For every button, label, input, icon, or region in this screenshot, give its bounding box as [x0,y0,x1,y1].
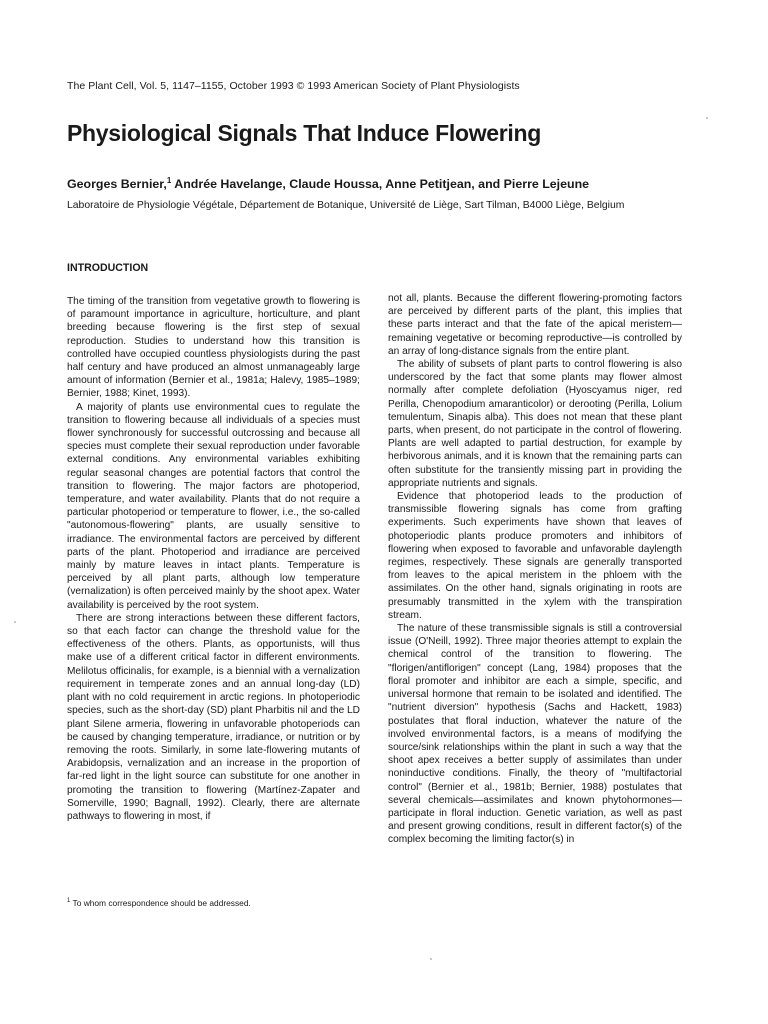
section-heading-introduction: INTRODUCTION [67,262,149,274]
paragraph: The nature of these transmissible signals is still a controversial issue (O'Neill, 1992). Three major theories attempt to explain the chemical control of the transition to flowering. The "florigen/antiflorigen" concept (Lang, 1984) proposes that the floral promoter and inhibitor are each a simple, specific, and universal hormone that remain to be isolated and identified. The "nutrient diversion" hypothesis (Sachs and Hackett, 1983) postulates that floral induction, whatever the nature of the involved environmental factors, is a means of modifying the source/sink relationships within the plant in such a way that the shoot apex receives a better supply of assimilates than under noninductive conditions. Finally, the theory of "multifactorial control" (Bernier et al., 1981b; Bernier, 1988) postulates that several chemicals—assimilates and known phytohormones—participate in floral induction. Genetic variation, as well as past and present growing conditions, result in different factor(s) of the complex becoming the limiting factor(s) in [388,623,682,846]
journal-citation: The Plant Cell, Vol. 5, 1147–1155, October 1993 © 1993 American Society of Plant Physiologists [67,80,520,92]
scan-speck [706,117,708,119]
paper-title: Physiological Signals That Induce Flowering [67,120,542,146]
affiliation: Laboratoire de Physiologie Végétale, Département de Botanique, Université de Liège, Sart Tilman, B4000 Liège, Belgium [67,200,625,211]
first-author: Georges Bernier, [67,177,167,192]
right-column [388,292,682,847]
author-footnote-mark: 1 [166,176,172,185]
paragraph: The ability of subsets of plant parts to control flowering is also underscored by the fact that some plants may flower almost normally after complete defoliation (Hyoscyamus niger, red Perilla, Chenopodium amaranticolor) or derooting (Perilla, Lolium temulentum, Sinapis alba). This does not mean that these plant parts, when present, do not participate in the control of flowering. Plants are well adapted to partial destruction, for example by herbivorous animals, and it is known that the remaining parts can often substitute for the transiently missing part in providing the appropriate nutrients and signals. [388,359,682,489]
footnote [67,898,360,908]
paragraph: The timing of the transition from vegetative growth to flowering is of paramount importance in agriculture, horticulture, and plant breeding because flowering is the first step of sexual reproduction. Studies to understand how this transition is controlled have occupied countless physiologists during the past half century and have produced an almost unmanageably large amount of information (Bernier et al., 1981a; Halevy, 1985–1989; Bernier, 1988; Kinet, 1993). [67,296,360,400]
other-authors: Andrée Havelange, Claude Houssa, Anne Petitjean, and Pierre Lejeune [171,177,590,192]
footnote-mark: 1 [67,898,71,905]
paragraph: There are strong interactions between these different factors, so that each factor can change the threshold value for the effectiveness of the others. Plants, as opportunists, will thus make use of a different critical factor in different environments. Melilotus officinalis, for example, is a biennial with a vernalization requirement in temperate zones and an annual long-day (LD) plant with no cold requirement in arctic regions. In photoperiodic species, such as the short-day (SD) plant Pharbitis nil and the LD plant Silene armeria, flowering in unfavorable photoperiods can be caused by changing temperature, irradiance, or nutrition or by removing the roots. Similarly, in some late-flowering mutants of Arabidopsis, vernalization and an increase in the proportion of far-red light in the light source can substitute for one another in promoting the transition to flowering (Martínez-Zapater and Somerville, 1990; Bagnall, 1992). Clearly, there are alternate pathways to flowering in most, if [67,612,360,822]
left-column [67,295,360,823]
paragraph: Evidence that photoperiod leads to the production of transmissible flowering signals has come from grafting experiments. Such experiments have shown that leaves of photoperiodic plants produce promoters and inhibitors of flowering when exposed to favorable and unfavorable daylength regimes, respectively. These signals are generally transported from leaves to the apical meristem in the phloem with the assimilates. On the other hand, signals originating in roots are presumably transmitted in the xylem with the transpiration stream. [388,491,682,621]
scan-speck [430,958,432,960]
paragraph: A majority of plants use environmental cues to regulate the transition to flowering because all individuals of a species must flower synchronously for successful outcrossing and because all species must complete their sexual reproduction under favorable external conditions. Any environmental variables exhibiting regular seasonal changes are potential factors that control the transition to flowering. The major factors are photoperiod, temperature, and water availability. Plants that do not require a particular photoperiod or temperature to flower, i.e., the so-called "autonomous-flowering" plants, are usually sensitive to irradiance. The environmental factors are perceived by different parts of the plant. Photoperiod and irradiance are perceived mainly by mature leaves in intact plants. Temperature is perceived by all plant parts, although low temperature (vernalization) is often perceived mainly by the shoot apex. Water availability is perceived by the root system. [67,401,360,611]
scan-speck [14,621,16,623]
author-list [67,176,727,191]
paragraph: not all, plants. Because the different flowering-promoting factors are perceived by different parts of the plant, this implies that these parts interact and that the fate of the apical meristem—remaining vegetative or becoming reproductive—is controlled by an array of long-distance signals from the entire plant. [388,293,682,357]
footnote-text: To whom correspondence should be addressed. [70,898,251,908]
